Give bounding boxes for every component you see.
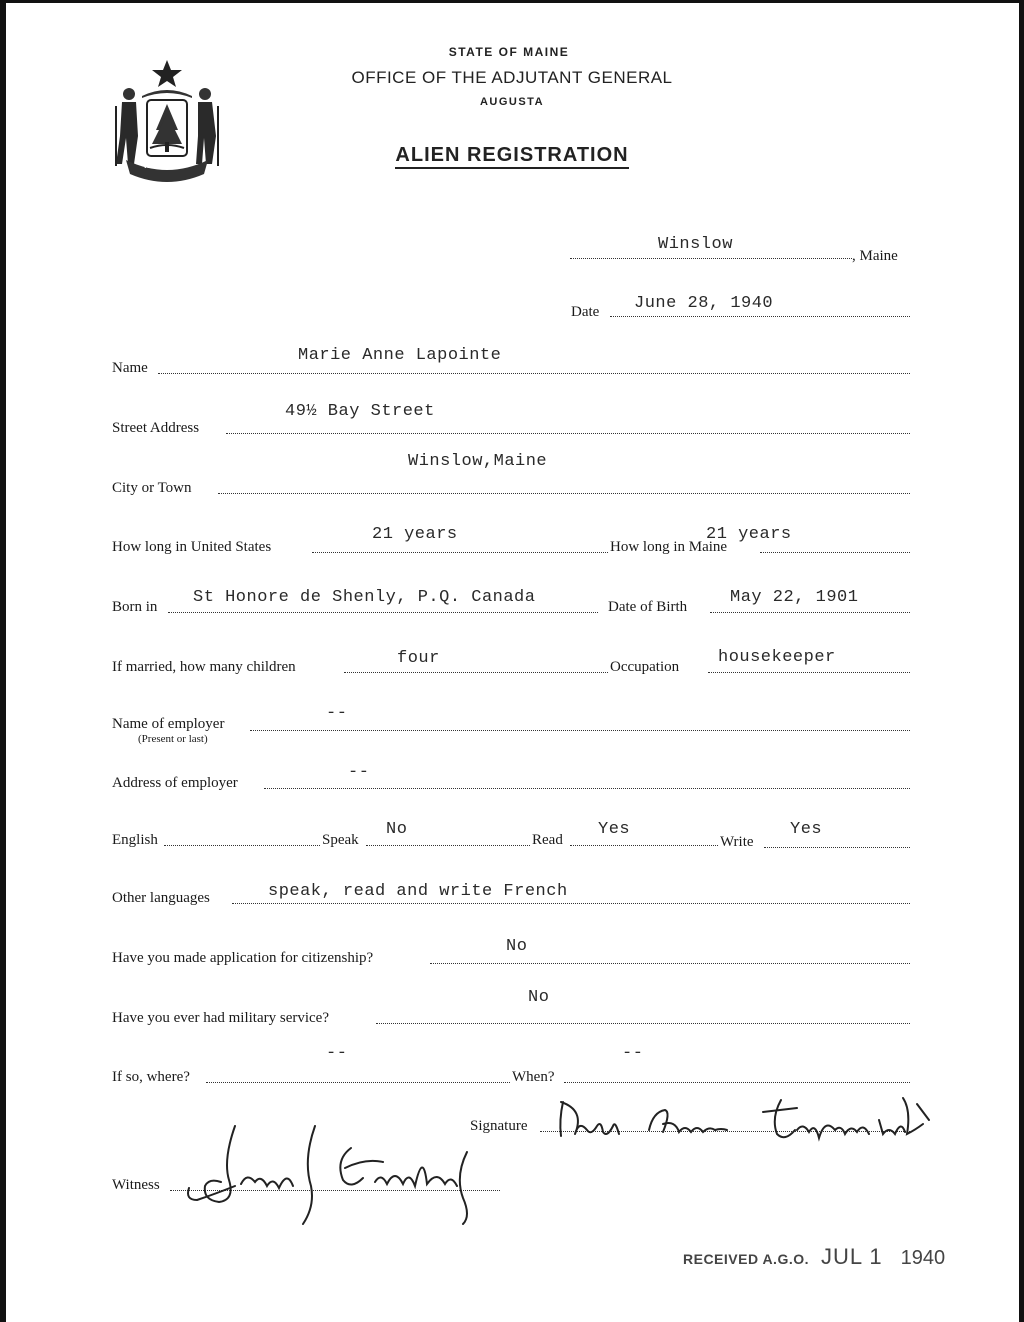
employer-name-label: Name of employer [112, 716, 225, 732]
street-label: Street Address [112, 420, 200, 436]
employer-name-sublabel: (Present or last) [138, 733, 208, 745]
citizenship-value[interactable]: No [506, 937, 528, 956]
town-value[interactable]: Winslow [658, 235, 733, 254]
employer-address-value[interactable]: -- [348, 763, 370, 782]
witness-label: Witness [112, 1177, 160, 1193]
name-line [158, 373, 910, 374]
when-value[interactable]: -- [622, 1044, 644, 1063]
city-label: City or Town [112, 480, 192, 496]
employer-address-line [264, 788, 910, 789]
form-title [0, 144, 1024, 167]
other-languages-label: Other languages [112, 890, 210, 906]
other-languages-line [232, 903, 910, 904]
scan-border-right [1019, 0, 1024, 1322]
english-label: English [112, 832, 158, 848]
write-label: Write [720, 834, 754, 850]
write-value[interactable]: Yes [790, 820, 823, 839]
maine-duration-label: How long in Maine [610, 539, 728, 555]
when-line [564, 1082, 910, 1083]
where-label: If so, where? [112, 1069, 190, 1085]
employer-address-label: Address of employer [112, 775, 238, 791]
children-line [344, 672, 608, 673]
city-value[interactable]: Winslow,Maine [408, 452, 548, 471]
other-languages-value[interactable]: speak, read and write French [268, 882, 568, 901]
received-stamp-label: RECEIVED A.G.O. [683, 1251, 810, 1267]
seal-banner-text: MAINE [144, 160, 182, 171]
received-stamp-date: JUL 1 [821, 1244, 883, 1269]
name-value[interactable]: Marie Anne Lapointe [298, 346, 502, 365]
dob-value[interactable]: May 22, 1901 [730, 588, 859, 607]
occupation-line [708, 672, 910, 673]
us-duration-value[interactable]: 21 years [372, 525, 458, 544]
read-label: Read [532, 832, 563, 848]
employer-name-line [250, 730, 910, 731]
scan-border-left [0, 0, 6, 1322]
occupation-label: Occupation [610, 659, 680, 675]
signature-handwriting [545, 1090, 955, 1150]
military-value[interactable]: No [528, 988, 550, 1007]
speak-value[interactable]: No [386, 820, 408, 839]
received-stamp-year: 1940 [900, 1247, 946, 1269]
name-label: Name [112, 360, 148, 376]
write-line [764, 847, 910, 848]
date-line [610, 316, 910, 317]
state-heading: STATE OF MAINE [448, 45, 570, 59]
speak-line [366, 845, 530, 846]
born-in-value[interactable]: St Honore de Shenly, P.Q. Canada [193, 588, 536, 607]
speak-label: Speak [322, 832, 359, 848]
children-value[interactable]: four [397, 649, 440, 668]
where-line [206, 1082, 510, 1083]
maine-duration-value[interactable]: 21 years [706, 525, 792, 544]
military-label: Have you ever had military service? [112, 1010, 329, 1026]
street-value[interactable]: 49½ Bay Street [285, 402, 435, 421]
military-line [376, 1023, 910, 1024]
scan-border-top [0, 0, 1024, 3]
read-line [570, 845, 718, 846]
employer-name-value[interactable]: -- [326, 704, 348, 723]
us-duration-label: How long in United States [112, 539, 272, 555]
citizenship-line [430, 963, 910, 964]
signature-label: Signature [470, 1118, 528, 1134]
received-stamp [683, 1244, 945, 1270]
city-heading: AUGUSTA [479, 96, 545, 108]
witness-signature-handwriting [175, 1120, 495, 1225]
form-title-text: ALIEN REGISTRATION [395, 144, 628, 169]
when-label: When? [512, 1069, 555, 1085]
street-line [226, 433, 910, 434]
us-duration-line [312, 552, 608, 553]
born-in-line [168, 612, 598, 613]
dob-line [710, 612, 910, 613]
children-label: If married, how many children [112, 659, 296, 675]
dob-label: Date of Birth [608, 599, 688, 615]
maine-duration-line [760, 552, 910, 553]
occupation-value[interactable]: housekeeper [718, 648, 836, 667]
town-line [570, 258, 852, 259]
citizenship-label: Have you made application for citizenship? [112, 950, 374, 966]
town-suffix: , Maine [852, 248, 898, 264]
city-line [218, 493, 910, 494]
date-value[interactable]: June 28, 1940 [634, 294, 774, 313]
office-heading: OFFICE OF THE ADJUTANT GENERAL [351, 68, 673, 87]
read-value[interactable]: Yes [598, 820, 631, 839]
english-line [164, 845, 320, 846]
date-label: Date [571, 304, 600, 320]
born-in-label: Born in [112, 599, 158, 615]
where-value[interactable]: -- [326, 1044, 348, 1063]
